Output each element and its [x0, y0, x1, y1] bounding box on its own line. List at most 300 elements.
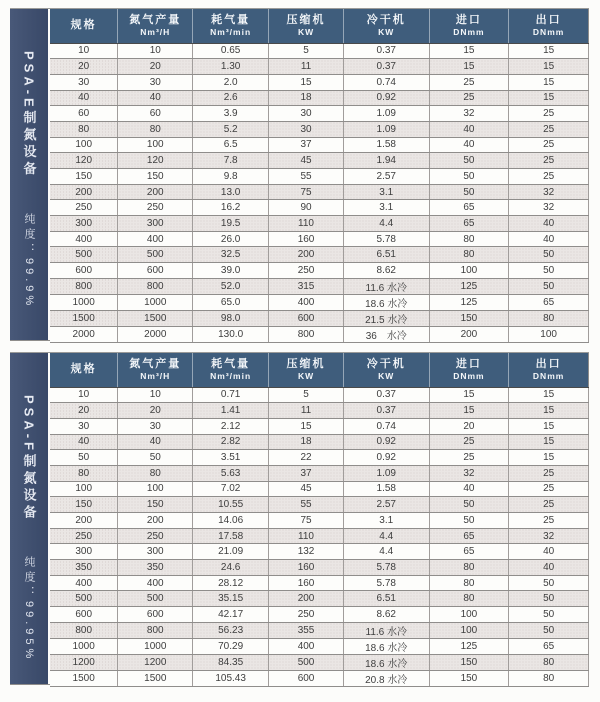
cell: 8.62 — [343, 607, 429, 623]
cell: 40 — [429, 121, 509, 137]
cell: 100 — [50, 481, 118, 497]
cell: 200 — [118, 184, 193, 200]
cell: 4.4 — [343, 528, 429, 544]
column-unit: KW — [297, 370, 315, 381]
cell: 100 — [429, 607, 509, 623]
table-row — [50, 497, 589, 513]
cell: 35.15 — [193, 591, 269, 607]
cell: 200 — [429, 326, 509, 342]
cell: 350 — [118, 560, 193, 576]
table-row — [50, 278, 589, 294]
cell: 0.74 — [343, 74, 429, 90]
psa-e-spec-table — [50, 9, 589, 343]
cell: 25 — [509, 106, 589, 122]
cell: 18.6 水冷 — [343, 294, 429, 310]
cell: 17.58 — [193, 528, 269, 544]
cell: 75 — [269, 513, 344, 529]
cell: 125 — [429, 638, 509, 654]
cell: 100 — [429, 622, 509, 638]
cell: 100 — [118, 137, 193, 153]
cell: 0.92 — [343, 450, 429, 466]
cell: 5 — [269, 43, 344, 59]
cell: 7.02 — [193, 481, 269, 497]
table-row — [50, 560, 589, 576]
table-row — [50, 90, 589, 106]
table-row — [50, 231, 589, 247]
cell: 15 — [269, 74, 344, 90]
cell: 25 — [509, 137, 589, 153]
cell: 21.09 — [193, 544, 269, 560]
cell: 0.37 — [343, 403, 429, 419]
cell: 98.0 — [193, 310, 269, 326]
cell: 3.9 — [193, 106, 269, 122]
cell: 65 — [429, 544, 509, 560]
cell: 250 — [269, 263, 344, 279]
cell: 4.4 — [343, 216, 429, 232]
table-row — [50, 137, 589, 153]
cell: 5 — [269, 387, 344, 403]
cell: 10 — [118, 387, 193, 403]
table-row — [50, 247, 589, 263]
cell: 65.0 — [193, 294, 269, 310]
cell: 1000 — [118, 294, 193, 310]
column-label: 规格 — [70, 18, 97, 31]
table-row — [50, 263, 589, 279]
cell: 25 — [429, 434, 509, 450]
cell: 125 — [429, 278, 509, 294]
cell: 56.23 — [193, 622, 269, 638]
cell: 37 — [269, 465, 344, 481]
column-unit: DNmm — [453, 370, 485, 381]
table-row — [50, 200, 589, 216]
cell: 250 — [50, 528, 118, 544]
cell: 36 水冷 — [343, 326, 429, 342]
cell: 1000 — [50, 638, 118, 654]
cell: 600 — [50, 263, 118, 279]
cell: 132 — [269, 544, 344, 560]
table-row — [50, 43, 589, 59]
cell: 45 — [269, 153, 344, 169]
spec-table-header — [50, 353, 589, 387]
table-row — [50, 622, 589, 638]
cell: 0.37 — [343, 43, 429, 59]
cell: 11 — [269, 59, 344, 75]
cell: 150 — [429, 310, 509, 326]
cell: 15 — [509, 43, 589, 59]
cell: 15 — [509, 74, 589, 90]
cell: 400 — [50, 231, 118, 247]
cell: 80 — [429, 560, 509, 576]
cell: 50 — [509, 575, 589, 591]
column-label: 氮气产量 — [129, 14, 182, 27]
cell: 50 — [429, 513, 509, 529]
cell: 5.63 — [193, 465, 269, 481]
cell: 130.0 — [193, 326, 269, 342]
cell: 25 — [509, 465, 589, 481]
cell: 200 — [50, 184, 118, 200]
cell: 0.71 — [193, 387, 269, 403]
cell: 25 — [509, 121, 589, 137]
column-header — [50, 9, 118, 43]
cell: 25 — [429, 450, 509, 466]
cell: 1.58 — [343, 481, 429, 497]
cell: 350 — [50, 560, 118, 576]
cell: 110 — [269, 528, 344, 544]
cell: 1.30 — [193, 59, 269, 75]
table-row — [50, 121, 589, 137]
cell: 90 — [269, 200, 344, 216]
psa-e-spec-table-section — [10, 8, 589, 341]
table-row — [50, 575, 589, 591]
cell: 80 — [429, 247, 509, 263]
cell: 3.51 — [193, 450, 269, 466]
cell: 20 — [118, 403, 193, 419]
cell: 28.12 — [193, 575, 269, 591]
equipment-series-label: PSA-F制氮设备 — [21, 395, 37, 522]
cell: 30 — [269, 106, 344, 122]
cell: 32 — [429, 106, 509, 122]
table-row — [50, 310, 589, 326]
cell: 250 — [118, 200, 193, 216]
cell: 125 — [429, 294, 509, 310]
cell: 11.6 水冷 — [343, 278, 429, 294]
column-header — [193, 353, 269, 387]
cell: 3.1 — [343, 200, 429, 216]
table-row — [50, 670, 589, 686]
cell: 39.0 — [193, 263, 269, 279]
cell: 800 — [269, 326, 344, 342]
cell: 200 — [118, 513, 193, 529]
cell: 3.1 — [343, 184, 429, 200]
cell: 80 — [509, 310, 589, 326]
column-header — [509, 9, 589, 43]
cell: 1500 — [50, 310, 118, 326]
column-header — [429, 9, 509, 43]
cell: 1000 — [118, 638, 193, 654]
cell: 30 — [118, 74, 193, 90]
table-row — [50, 654, 589, 670]
cell: 0.92 — [343, 90, 429, 106]
table-row — [50, 403, 589, 419]
table-row — [50, 326, 589, 342]
cell: 5.78 — [343, 560, 429, 576]
cell: 400 — [118, 575, 193, 591]
column-header — [118, 353, 193, 387]
cell: 22 — [269, 450, 344, 466]
cell: 80 — [429, 231, 509, 247]
cell: 1200 — [50, 654, 118, 670]
cell: 1.94 — [343, 153, 429, 169]
table-row — [50, 544, 589, 560]
cell: 50 — [509, 607, 589, 623]
cell: 100 — [509, 326, 589, 342]
cell: 5.78 — [343, 231, 429, 247]
cell: 25 — [509, 169, 589, 185]
cell: 24.6 — [193, 560, 269, 576]
cell: 300 — [50, 544, 118, 560]
table-row — [50, 169, 589, 185]
table-row — [50, 528, 589, 544]
cell: 50 — [50, 450, 118, 466]
table-row — [50, 59, 589, 75]
cell: 15 — [429, 43, 509, 59]
cell: 50 — [118, 450, 193, 466]
spec-table-wrap — [50, 353, 589, 684]
cell: 18 — [269, 90, 344, 106]
cell: 37 — [269, 137, 344, 153]
cell: 2000 — [50, 326, 118, 342]
cell: 300 — [118, 544, 193, 560]
cell: 500 — [118, 247, 193, 263]
cell: 40 — [509, 231, 589, 247]
cell: 45 — [269, 481, 344, 497]
cell: 300 — [50, 216, 118, 232]
cell: 75 — [269, 184, 344, 200]
cell: 1.09 — [343, 121, 429, 137]
cell: 40 — [118, 434, 193, 450]
cell: 400 — [50, 575, 118, 591]
cell: 800 — [118, 622, 193, 638]
column-unit: KW — [378, 370, 395, 381]
cell: 400 — [269, 638, 344, 654]
cell: 15 — [509, 387, 589, 403]
cell: 30 — [50, 74, 118, 90]
cell: 2.6 — [193, 90, 269, 106]
cell: 50 — [429, 153, 509, 169]
cell: 8.62 — [343, 263, 429, 279]
cell: 2.12 — [193, 418, 269, 434]
cell: 9.8 — [193, 169, 269, 185]
cell: 32 — [509, 184, 589, 200]
cell: 500 — [50, 247, 118, 263]
cell: 4.4 — [343, 544, 429, 560]
cell: 19.5 — [193, 216, 269, 232]
psa-f-spec-table — [50, 353, 589, 687]
cell: 160 — [269, 560, 344, 576]
table-row — [50, 434, 589, 450]
cell: 2.57 — [343, 169, 429, 185]
cell: 250 — [50, 200, 118, 216]
cell: 40 — [509, 544, 589, 560]
column-unit: Nm³/min — [210, 370, 252, 381]
cell: 80 — [509, 670, 589, 686]
column-label: 耗气量 — [211, 358, 251, 371]
cell: 50 — [509, 247, 589, 263]
table-row — [50, 638, 589, 654]
cell: 500 — [269, 654, 344, 670]
cell: 400 — [269, 294, 344, 310]
column-unit: Nm³/min — [210, 26, 252, 37]
spec-table-body — [50, 387, 589, 686]
cell: 15 — [509, 434, 589, 450]
cell: 50 — [509, 591, 589, 607]
cell: 11.6 水冷 — [343, 622, 429, 638]
cell: 5.78 — [343, 575, 429, 591]
column-label: 耗气量 — [211, 14, 251, 27]
cell: 1.41 — [193, 403, 269, 419]
cell: 60 — [118, 106, 193, 122]
cell: 40 — [50, 90, 118, 106]
cell: 40 — [509, 216, 589, 232]
cell: 600 — [50, 607, 118, 623]
cell: 50 — [509, 622, 589, 638]
cell: 30 — [118, 418, 193, 434]
cell: 80 — [118, 121, 193, 137]
psa-f-sidebar — [10, 353, 48, 684]
cell: 32 — [429, 465, 509, 481]
cell: 6.51 — [343, 591, 429, 607]
table-row — [50, 106, 589, 122]
table-row — [50, 450, 589, 466]
table-row — [50, 607, 589, 623]
cell: 600 — [269, 670, 344, 686]
cell: 13.0 — [193, 184, 269, 200]
cell: 600 — [118, 607, 193, 623]
cell: 250 — [118, 528, 193, 544]
cell: 15 — [509, 90, 589, 106]
cell: 1.09 — [343, 465, 429, 481]
cell: 105.43 — [193, 670, 269, 686]
column-unit: DNmm — [453, 26, 485, 37]
column-unit: DNmm — [532, 26, 565, 37]
cell: 80 — [50, 121, 118, 137]
cell: 20 — [50, 403, 118, 419]
cell: 150 — [118, 497, 193, 513]
cell: 55 — [269, 497, 344, 513]
column-label: 压缩机 — [286, 14, 326, 27]
purity-label: 纯度：99.95% — [23, 556, 35, 663]
cell: 20 — [50, 59, 118, 75]
column-label: 出口 — [535, 14, 562, 27]
table-row — [50, 465, 589, 481]
cell: 65 — [509, 294, 589, 310]
psa-f-spec-table-section — [10, 352, 589, 685]
column-unit: KW — [297, 26, 315, 37]
cell: 15 — [509, 403, 589, 419]
purity-label: 纯度：99.9% — [23, 212, 35, 309]
cell: 42.17 — [193, 607, 269, 623]
cell: 50 — [429, 184, 509, 200]
column-header — [118, 9, 193, 43]
cell: 800 — [118, 278, 193, 294]
cell: 100 — [118, 481, 193, 497]
cell: 50 — [509, 263, 589, 279]
cell: 25 — [509, 497, 589, 513]
table-row — [50, 418, 589, 434]
cell: 1200 — [118, 654, 193, 670]
cell: 5.2 — [193, 121, 269, 137]
table-row — [50, 387, 589, 403]
column-header — [343, 353, 429, 387]
cell: 18.6 水冷 — [343, 638, 429, 654]
table-row — [50, 591, 589, 607]
cell: 15 — [429, 403, 509, 419]
cell: 1500 — [50, 670, 118, 686]
psa-e-sidebar — [10, 9, 48, 340]
cell: 2.82 — [193, 434, 269, 450]
cell: 65 — [429, 216, 509, 232]
cell: 40 — [509, 560, 589, 576]
cell: 80 — [429, 591, 509, 607]
cell: 25 — [509, 513, 589, 529]
cell: 18.6 水冷 — [343, 654, 429, 670]
column-unit: Nm³/H — [140, 26, 171, 37]
cell: 15 — [269, 418, 344, 434]
column-header — [343, 9, 429, 43]
spec-table-header — [50, 9, 589, 43]
column-label: 冷干机 — [366, 14, 406, 27]
cell: 84.35 — [193, 654, 269, 670]
cell: 200 — [269, 247, 344, 263]
cell: 120 — [50, 153, 118, 169]
cell: 0.65 — [193, 43, 269, 59]
cell: 10 — [50, 387, 118, 403]
cell: 800 — [50, 622, 118, 638]
cell: 1500 — [118, 310, 193, 326]
cell: 200 — [269, 591, 344, 607]
cell: 150 — [429, 654, 509, 670]
cell: 52.0 — [193, 278, 269, 294]
cell: 32 — [509, 528, 589, 544]
column-unit: DNmm — [532, 370, 565, 381]
cell: 30 — [269, 121, 344, 137]
column-label: 氮气产量 — [129, 358, 182, 371]
spec-table-wrap — [50, 9, 589, 340]
cell: 2.0 — [193, 74, 269, 90]
cell: 60 — [50, 106, 118, 122]
cell: 20 — [118, 59, 193, 75]
cell: 80 — [50, 465, 118, 481]
cell: 70.29 — [193, 638, 269, 654]
cell: 150 — [118, 169, 193, 185]
cell: 600 — [118, 263, 193, 279]
cell: 315 — [269, 278, 344, 294]
cell: 65 — [429, 200, 509, 216]
table-row — [50, 74, 589, 90]
cell: 0.74 — [343, 418, 429, 434]
cell: 100 — [50, 137, 118, 153]
cell: 250 — [269, 607, 344, 623]
column-label: 冷干机 — [366, 358, 406, 371]
table-row — [50, 481, 589, 497]
cell: 80 — [118, 465, 193, 481]
column-header — [269, 353, 344, 387]
column-label: 出口 — [535, 358, 562, 371]
cell: 40 — [429, 481, 509, 497]
cell: 1.09 — [343, 106, 429, 122]
cell: 400 — [118, 231, 193, 247]
cell: 120 — [118, 153, 193, 169]
table-row — [50, 184, 589, 200]
cell: 21.5 水冷 — [343, 310, 429, 326]
cell: 40 — [429, 137, 509, 153]
cell: 32.5 — [193, 247, 269, 263]
cell: 20.8 水冷 — [343, 670, 429, 686]
cell: 10.55 — [193, 497, 269, 513]
table-row — [50, 513, 589, 529]
cell: 20 — [429, 418, 509, 434]
column-header — [269, 9, 344, 43]
cell: 150 — [50, 497, 118, 513]
cell: 55 — [269, 169, 344, 185]
cell: 1500 — [118, 670, 193, 686]
cell: 15 — [509, 450, 589, 466]
cell: 800 — [50, 278, 118, 294]
cell: 100 — [429, 263, 509, 279]
cell: 14.06 — [193, 513, 269, 529]
cell: 15 — [509, 418, 589, 434]
cell: 160 — [269, 575, 344, 591]
